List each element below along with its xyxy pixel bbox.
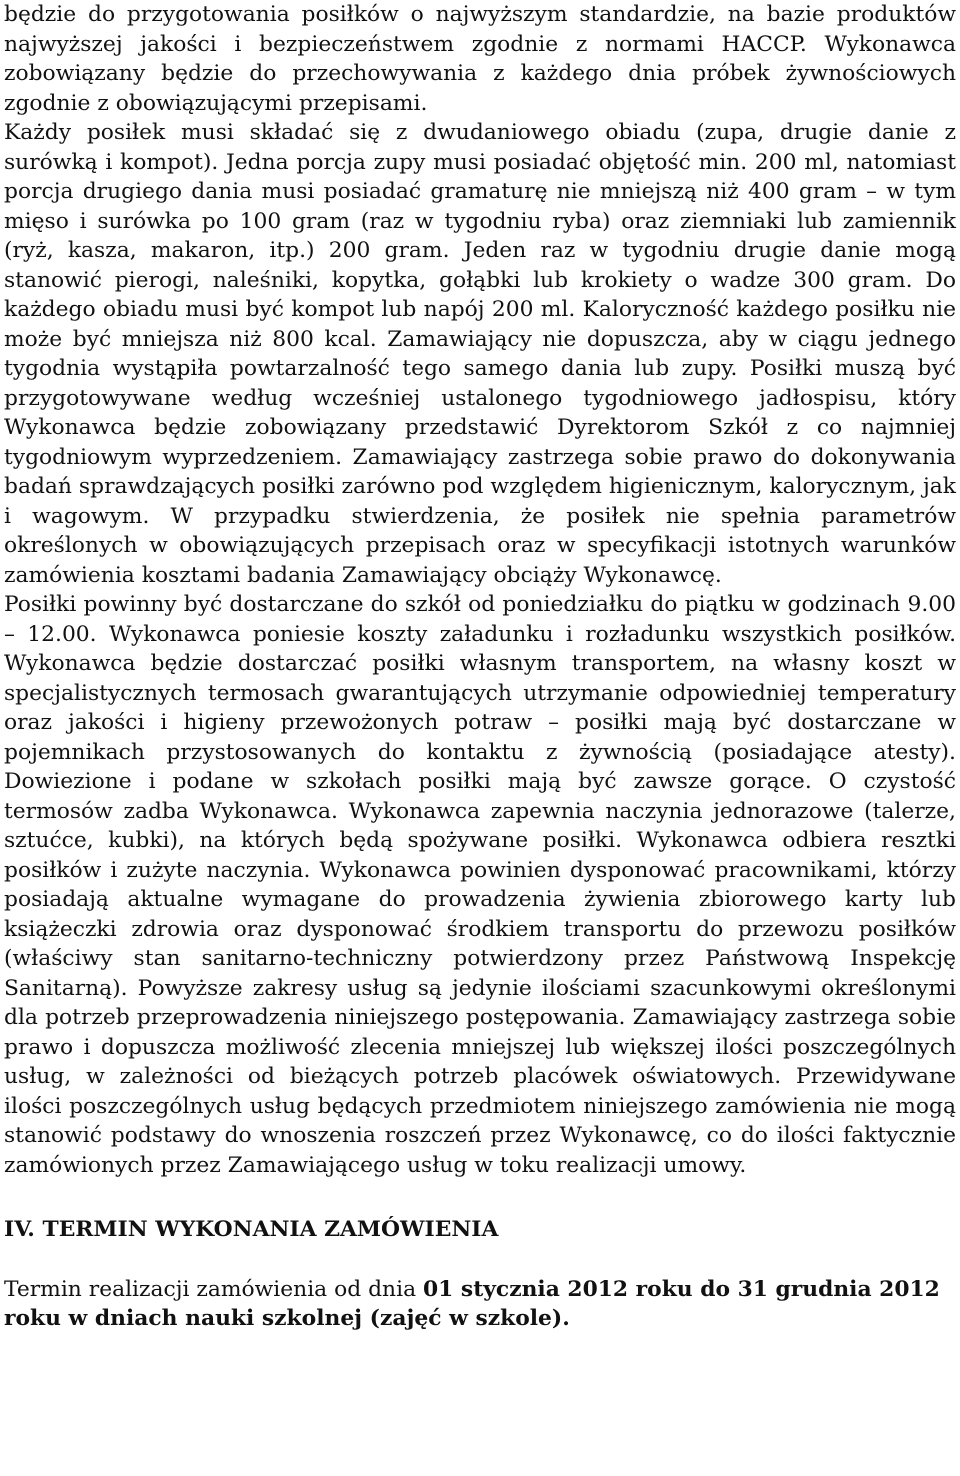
document-page [4,0,956,1334]
paragraph-meal-requirements: będzie do przygotowania posiłków o najwyższym standardzie, na bazie produktów najwyższej jakości i bezpieczeństwem zgodnie z normami HACCP. Wykonawca zobowiązany będzie do przechowywania z każdego dnia próbek żywnościowych zgodnie z obowiązującymi przepisami. Każdy posiłek musi składać się z dwudaniowego obiadu (zupa, drugie danie z surówką i kompot). Jedna porcja zupy musi posiadać objętość min. 200 ml, natomiast porcja drugiego dania musi posiadać gramaturę nie mniejszą niż 400 gram – w tym mięso i surówka po 100 gram (raz w tygodniu ryba) oraz ziemniaki lub zamiennik (ryż, kasza, makaron, itp.) 200 gram. Jeden raz w tygodniu drugie danie mogą stanowić pierogi, naleśniki, kopytka, gołąbki lub krokiety o wadze 300 gram. Do każdego obiadu musi być kompot lub napój 200 ml. Kaloryczność każdego posiłku nie może być mniejsza niż 800 kcal. Zamawiający nie dopuszcza, aby w ciągu jednego tygodnia wystąpiła powtarzalność tego samego dania lub zupy. Posiłki muszą być przygotowywane według wcześniej ustalonego tygodniowego jadłospisu, który Wykonawca będzie zobowiązany przedstawić Dyrektorom Szkół z co najmniej tygodniowym wyprzedzeniem. Zamawiający zastrzega sobie prawo do dokonywania badań sprawdzających posiłki zarówno pod względem higienicznym, kalorycznym, jak i wagowym. W przypadku stwierdzenia, że posiłek nie spełnia parametrów określonych w obowiązujących przepisach oraz w specyfikacji istotnych warunków zamówienia kosztami badania Zamawiający obciąży Wykonawcę. [4,2,956,588]
spacer [4,1245,956,1275]
term-prefix: Termin realizacji zamówienia od dnia [4,1276,423,1302]
section-heading: IV. TERMIN WYKONANIA ZAMÓWIENIA [4,1217,499,1242]
spacer [4,1180,956,1215]
paragraph-delivery-terms: Posiłki powinny być dostarczane do szkół od poniedziałku do piątku w godzinach 9.00 – 12.00. Wykonawca poniesie koszty załadunku i rozładunku wszystkich posiłków. Wykonawca będzie dostarczać posiłki własnym transportem, na własny koszt w specjalistycznych termosach gwarantujących utrzymanie odpowiedniej temperatury oraz jakości i higieny przewożonych potraw – posiłki mają być dostarczane w pojemnikach przystosowanych do kontaktu z żywnością (posiadające atesty). Dowiezione i podane w szkołach posiłki mają być zawsze gorące. O czystość termosów zadba Wykonawca. Wykonawca zapewnia naczynia jednorazowe (talerze, sztućce, kubki), na których będą spożywane posiłki. Wykonawca odbiera resztki posiłków i zużyte naczynia. Wykonawca powinien dysponować pracownikami, którzy posiadają aktualne wymagane do prowadzenia żywienia zbiorowego karty lub książeczki zdrowia oraz dysponować środkiem transportu do przewozu posiłków (właściwy stan sanitarno-techniczny potwierdzony przez Państwową Inspekcję Sanitarną). Powyższe zakresy usług są jedynie ilościami szacunkowymi określonymi dla potrzeb przeprowadzenia niniejszego postępowania. Zamawiający zastrzega sobie prawo i dopuszcza możliwość zlecenia mniejszej lub większej ilości poszczególnych usług, w zależności od bieżących potrzeb placówek oświatowych. Przewidywane ilości poszczególnych usług będących przedmiotem niniejszego zamówienia nie mogą stanowić podstawy do wnoszenia roszczeń przez Wykonawcę, co do ilości faktycznie zamówionych przez Zamawiającego usług w toku realizacji umowy. [4,592,956,1178]
term-paragraph [4,1275,956,1334]
term-dates: 01 stycznia 2012 roku do 31 grudnia 2012 roku w dniach nauki szkolnej (zajęć w szkole). [4,1276,940,1331]
